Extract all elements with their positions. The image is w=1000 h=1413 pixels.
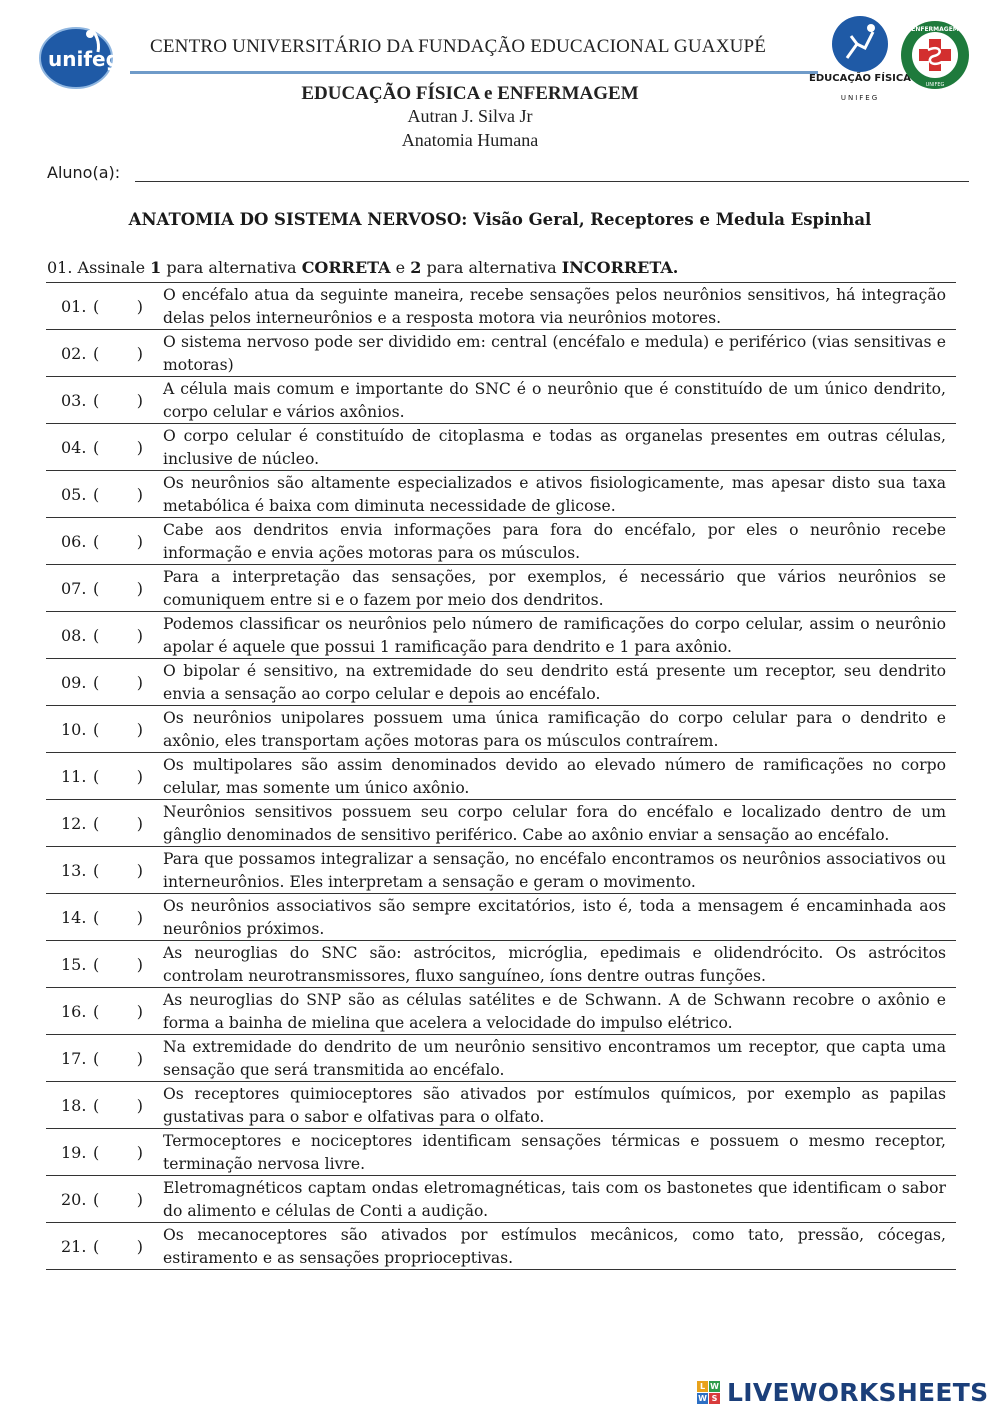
question-text: Os neurônios unipolares possuem uma única ramificação do corpo celular para o dendrito e axônio, eles transportam ações motoras para os músculos contraírem. — [163, 709, 946, 750]
student-label: Aluno(a): — [47, 163, 121, 182]
paren-open: ( — [93, 485, 100, 504]
question-text: As neuroglias do SNC são: astrócitos, micróglia, epedimais e olidendrócito. Os astrócitos controlam neurotransmissores, fluxo sanguíneo, íons dentre outras funções. — [163, 944, 946, 985]
paren-close: ) — [136, 485, 143, 504]
subject-name: Anatomia Humana — [401, 130, 539, 150]
paren-open: ( — [93, 391, 100, 410]
answer-blank[interactable] — [93, 283, 143, 330]
question-number: 02. — [61, 344, 87, 363]
question-row — [46, 283, 956, 330]
header-divider — [130, 71, 818, 74]
question-text: As neuroglias do SNP são as células satélites e de Schwann. A de Schwann recobre o axônio e forma a bainha de mielina que acelera a velocidade do impulso elétrico. — [163, 991, 946, 1032]
paren-open: ( — [93, 1143, 100, 1162]
paren-open: ( — [93, 344, 100, 363]
paren-open: ( — [93, 297, 100, 316]
paren-open: ( — [93, 720, 100, 739]
educacao-fisica-logo — [809, 14, 911, 106]
question-text: Os neurônios associativos são sempre excitatórios, isto é, toda a mensagem é encaminhada aos neurônios próximos. — [163, 897, 946, 938]
course-title: EDUCAÇÃO FÍSICA e ENFERMAGEM — [301, 83, 639, 104]
question-text: Termoceptores e nociceptores identificam sensações térmicas e possuem o mesmo receptor, terminação nervosa livre. — [163, 1132, 946, 1173]
question-row — [46, 1129, 956, 1176]
question-number: 09. — [61, 673, 87, 692]
question-row — [46, 377, 956, 424]
brand-text: LIVEWORKSHEETS — [727, 1378, 989, 1407]
unifeg-logo-text: unifeg — [48, 47, 120, 71]
paren-open: ( — [93, 814, 100, 833]
paren-close: ) — [136, 1143, 143, 1162]
enfermagem-logo — [900, 20, 970, 90]
question-row — [46, 330, 956, 377]
paren-close: ) — [136, 1002, 143, 1021]
answer-blank[interactable] — [93, 659, 143, 706]
paren-close: ) — [136, 391, 143, 410]
question-text: O sistema nervoso pode ser dividido em: central (encéfalo e medula) e periférico (vias sensitivas e motoras) — [163, 333, 946, 374]
question-row — [46, 471, 956, 518]
answer-blank[interactable] — [93, 612, 143, 659]
paren-close: ) — [136, 814, 143, 833]
answer-blank[interactable] — [93, 1176, 143, 1223]
question-number: 07. — [61, 579, 87, 598]
answer-blank[interactable] — [93, 330, 143, 377]
question-row — [46, 988, 956, 1035]
question-number: 15. — [61, 955, 87, 974]
paren-close: ) — [136, 626, 143, 645]
instruction-text: 01. Assinale 1 para alternativa CORRETA e 2 para alternativa INCORRETA. — [47, 258, 679, 277]
paren-open: ( — [93, 1237, 100, 1256]
answer-blank[interactable] — [93, 1082, 143, 1129]
question-row — [46, 565, 956, 612]
question-row — [46, 941, 956, 988]
question-text: Na extremidade do dendrito de um neurônio sensitivo encontramos um receptor, que capta uma sensação que será transmitida ao encéfalo. — [163, 1038, 946, 1079]
paren-open: ( — [93, 861, 100, 880]
answer-blank[interactable] — [93, 894, 143, 941]
question-number: 05. — [61, 485, 87, 504]
question-text: Os receptores quimioceptores são ativados por estímulos químicos, por exemplo as papilas gustativas para o sabor e olfativas para o olfato. — [163, 1085, 946, 1126]
question-number: 01. — [61, 297, 87, 316]
teacher-name: Autran J. Silva Jr — [407, 106, 533, 126]
answer-blank[interactable] — [93, 565, 143, 612]
paren-open: ( — [93, 438, 100, 457]
answer-blank[interactable] — [93, 518, 143, 565]
educacao-fisica-logo-text: EDUCAÇÃO FÍSICA — [809, 73, 911, 84]
question-row — [46, 800, 956, 847]
paren-close: ) — [136, 861, 143, 880]
student-name-blank[interactable] — [135, 181, 969, 182]
answer-blank[interactable] — [93, 377, 143, 424]
question-text: Eletromagnéticos captam ondas eletromagnéticas, tais com os bastonetes que identificam o sabor do alimento e células de Conti a audição. — [163, 1179, 946, 1220]
student-name-field[interactable] — [47, 163, 927, 189]
answer-blank[interactable] — [93, 1035, 143, 1082]
paren-close: ) — [136, 673, 143, 692]
questions-table — [46, 282, 956, 1270]
answer-blank[interactable] — [93, 424, 143, 471]
brand-tile: W — [710, 1382, 719, 1391]
question-text: Os neurônios são altamente especializados e ativos fisiologicamente, mas apesar disto sua taxa metabólica é baixa com diminuta necessidade de glicose. — [163, 474, 946, 515]
question-row — [46, 753, 956, 800]
paren-close: ) — [136, 532, 143, 551]
question-text: O corpo celular é constituído de citoplasma e todas as organelas presentes em outras células, inclusive de núcleo. — [163, 427, 946, 468]
answer-blank[interactable] — [93, 1129, 143, 1176]
paren-open: ( — [93, 1096, 100, 1115]
question-text: Os mecanoceptores são ativados por estímulos mecânicos, como tato, pressão, cócegas, estiramento e as sensações proprioceptivas. — [163, 1226, 946, 1267]
question-number: 06. — [61, 532, 87, 551]
question-text: Para que possamos integralizar a sensação, no encéfalo encontramos os neurônios associativos ou interneurônios. Eles interpretam a sensação e geram o movimento. — [163, 850, 946, 891]
brand-tile: L — [697, 1381, 708, 1392]
question-text: O encéfalo atua da seguinte maneira, recebe sensações pelos neurônios sensitivos, há integração delas pelos interneurônios e a resposta motora via neurônios motores. — [163, 286, 946, 327]
question-text: A célula mais comum e importante do SNC é o neurônio que é constituído de um único dendrito, corpo celular e vários axônios. — [163, 380, 946, 421]
question-row — [46, 659, 956, 706]
paren-close: ) — [136, 767, 143, 786]
question-number: 13. — [61, 861, 87, 880]
paren-open: ( — [93, 767, 100, 786]
unifeg-logo — [38, 22, 120, 90]
answer-blank[interactable] — [93, 847, 143, 894]
answer-blank[interactable] — [93, 941, 143, 988]
question-row — [46, 1035, 956, 1082]
answer-blank[interactable] — [93, 471, 143, 518]
question-row — [46, 612, 956, 659]
question-number: 14. — [61, 908, 87, 927]
enfermagem-logo-text: ENFERMAGEM — [911, 26, 959, 33]
question-number: 20. — [61, 1190, 87, 1209]
question-text: Podemos classificar os neurônios pelo número de ramificações do corpo celular, assim o neurônio apolar é aquele que possui 1 ramificação para dendrito e 1 para axônio. — [163, 615, 946, 656]
question-row — [46, 1223, 956, 1270]
question-text: Neurônios sensitivos possuem seu corpo celular fora do encéfalo e localizado dentro de um gânglio denominados de sensitivo periférico. Cabe ao axônio enviar a sensação ao encéfalo. — [163, 803, 946, 844]
paren-close: ) — [136, 908, 143, 927]
paren-open: ( — [93, 1002, 100, 1021]
question-number: 11. — [61, 767, 87, 786]
enfermagem-logo-sub: UNIFEG — [925, 82, 945, 88]
question-number: 16. — [61, 1002, 87, 1021]
paren-close: ) — [136, 1190, 143, 1209]
question-number: 04. — [61, 438, 87, 457]
question-number: 10. — [61, 720, 87, 739]
question-number: 08. — [61, 626, 87, 645]
paren-close: ) — [136, 1096, 143, 1115]
liveworksheets-brand — [697, 1378, 997, 1408]
question-row — [46, 1176, 956, 1223]
paren-open: ( — [93, 1049, 100, 1068]
question-row — [46, 706, 956, 753]
institution-name: CENTRO UNIVERSITÁRIO DA FUNDAÇÃO EDUCACIONAL GUAXUPÉ — [150, 36, 767, 57]
brand-tile: W — [698, 1394, 707, 1403]
worksheet-title: ANATOMIA DO SISTEMA NERVOSO: Visão Geral, Receptores e Medula Espinhal — [128, 210, 872, 229]
question-row — [46, 1082, 956, 1129]
question-number: 12. — [61, 814, 87, 833]
question-text: Cabe aos dendritos envia informações para fora do encéfalo, por eles o neurônio recebe informação e envia ações motoras para os músculos. — [163, 521, 946, 562]
answer-blank[interactable] — [93, 753, 143, 800]
paren-close: ) — [136, 1237, 143, 1256]
question-number: 03. — [61, 391, 87, 410]
question-text: Os multipolares são assim denominados devido ao elevado número de ramificações no corpo celular, mas somente um único axônio. — [163, 756, 946, 797]
paren-open: ( — [93, 673, 100, 692]
paren-open: ( — [93, 955, 100, 974]
paren-close: ) — [136, 579, 143, 598]
brand-tile: S — [709, 1393, 720, 1404]
paren-open: ( — [93, 908, 100, 927]
question-row — [46, 518, 956, 565]
answer-blank[interactable] — [93, 800, 143, 847]
paren-open: ( — [93, 626, 100, 645]
educacao-fisica-logo-sub: UNIFEG — [840, 94, 880, 102]
question-number: 21. — [61, 1237, 87, 1256]
paren-close: ) — [136, 720, 143, 739]
question-row — [46, 894, 956, 941]
paren-open: ( — [93, 579, 100, 598]
question-number: 17. — [61, 1049, 87, 1068]
answer-blank[interactable] — [93, 988, 143, 1035]
paren-close: ) — [136, 955, 143, 974]
paren-close: ) — [136, 1049, 143, 1068]
question-row — [46, 847, 956, 894]
question-number: 19. — [61, 1143, 87, 1162]
paren-close: ) — [136, 297, 143, 316]
paren-close: ) — [136, 344, 143, 363]
paren-open: ( — [93, 1190, 100, 1209]
question-text: O bipolar é sensitivo, na extremidade do seu dendrito está presente um receptor, seu dendrito envia a sensação ao corpo celular e depois ao encéfalo. — [163, 662, 946, 703]
question-text: Para a interpretação das sensações, por exemplos, é necessário que vários neurônios se comuniquem entre si e o fazem por meio dos dendritos. — [163, 568, 946, 609]
paren-close: ) — [136, 438, 143, 457]
answer-blank[interactable] — [93, 1223, 143, 1270]
question-row — [46, 424, 956, 471]
paren-open: ( — [93, 532, 100, 551]
question-number: 18. — [61, 1096, 87, 1115]
answer-blank[interactable] — [93, 706, 143, 753]
